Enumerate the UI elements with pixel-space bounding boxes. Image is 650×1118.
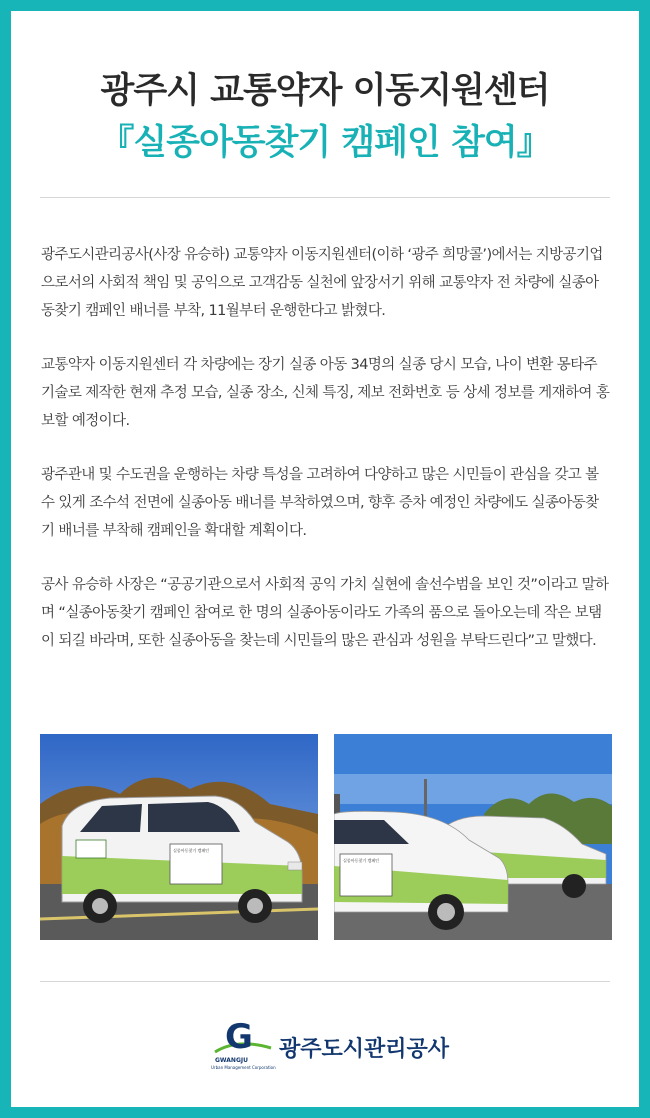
- article-body: [41, 241, 611, 681]
- logo-mark-icon: [207, 1014, 277, 1060]
- org-name: 광주도시관리공사: [279, 1037, 450, 1062]
- top-divider: [40, 197, 610, 198]
- paragraph: 광주관내 및 수도권을 운행하는 차량 특성을 고려하여 다양하고 많은 시민들이 관심을 갖고 볼 수 있게 조수석 전면에 실종아동 배너를 부착하였으며, 향후 증차 예정인 차량에도 실종아동찾기 배너를 부착해 캠페인을 확대할 계획이다.: [41, 467, 599, 539]
- paragraph: 교통약자 이동지원센터 각 차량에는 장기 실종 아동 34명의 실종 당시 모습, 나이 변환 몽타주 기술로 제작한 현재 추정 모습, 실종 장소, 신체 특징, 제보 전화번호 등 상세 정보를 게재하여 홍보할 예정이다.: [41, 357, 610, 429]
- van-photo-right: [334, 734, 612, 940]
- banner-text-right: 실종아동찾기 캠페인: [343, 858, 380, 863]
- paragraph: 광주도시관리공사(사장 유승하) 교통약자 이동지원센터(이하 ‘광주 희망콜’)에서는 지방공기업으로서의 사회적 책임 및 공익으로 고객감동 실천에 앞장서기 위해 교통약자 전 차량에 실종아동찾기 캠페인 배너를 부착, 11월부터 운행한다고 밝혔다.: [41, 247, 603, 319]
- bottom-divider: [40, 981, 610, 982]
- van-photo-left: [40, 734, 318, 940]
- paragraph: 공사 유승하 사장은 “공공기관으로서 사회적 공익 가치 실현에 솔선수범을 보인 것”이라고 말하며 “실종아동찾기 캠페인 참여로 한 명의 실종아동이라도 가족의 품으로 돌아오는데 작은 보탬이 되길 바라며, 또한 실종아동을 찾는데 시민들의 많은 관심과 성원을 부탁드린다”고 말했다.: [41, 577, 609, 649]
- page-subtitle: 『실종아동찾기 캠페인 참여』: [99, 123, 551, 163]
- banner-text-left: 실종아동찾기 캠페인: [173, 848, 210, 853]
- logo-english: GWANGJU: [215, 1057, 248, 1064]
- org-logo: [207, 1014, 467, 1078]
- logo-letter: G: [225, 1017, 253, 1057]
- page-title: 광주시 교통약자 이동지원센터: [100, 71, 550, 111]
- logo-english-sub: Urban Management Corporation: [211, 1065, 276, 1070]
